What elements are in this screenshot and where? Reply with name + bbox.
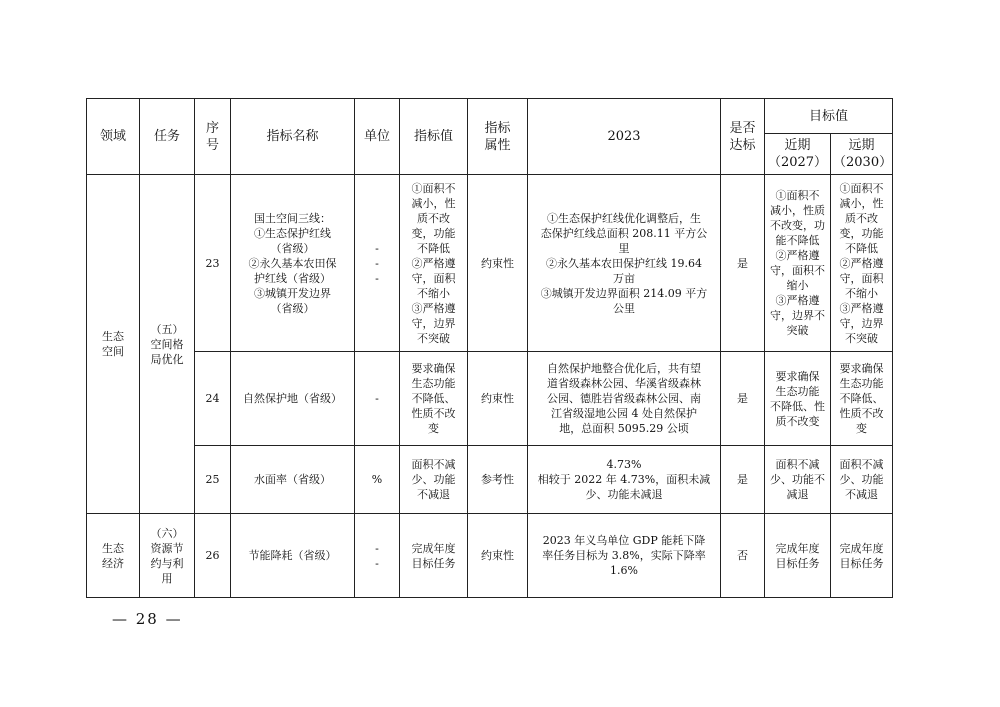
cell-line: 性质不改: [411, 407, 456, 420]
cell-line: %: [371, 473, 383, 486]
header-far: [831, 134, 893, 175]
cell-line: 不缩小: [417, 286, 450, 300]
cell-line: 变，功能: [411, 226, 456, 240]
met-cell: 是: [721, 446, 765, 514]
header-met: [721, 99, 765, 175]
cell-line: 经济: [102, 556, 124, 570]
unit-cell: [355, 352, 400, 446]
cell-line: 4.73%: [606, 458, 642, 471]
cell-line: 完成年度: [411, 541, 456, 555]
cell-line: 水面率（省级）: [254, 473, 331, 486]
met-cell: 是: [721, 175, 765, 352]
cell-line: 不降低: [845, 241, 878, 255]
cell-line: 护红线（省级）: [254, 271, 331, 285]
cell-line: 要求确保: [411, 362, 456, 375]
cell-line: 少、功能未减退: [585, 488, 663, 501]
cell-line: ①生态保护红线优化调整后，生: [547, 211, 701, 225]
cell-line: 不缩小: [845, 286, 878, 300]
cell-line: 质不改: [417, 211, 450, 225]
cell-line: 目标任务: [411, 556, 456, 570]
cell-line: ③城镇开发边界面积 214.09 平方: [540, 286, 708, 300]
cell-line: 空间格: [150, 337, 184, 351]
cell-line: -: [375, 541, 379, 555]
cell-line: 面积不减: [775, 458, 820, 471]
cell-line: （六）: [150, 526, 184, 540]
header-task: 任务: [140, 99, 195, 175]
cell-line: 完成年度: [839, 541, 884, 555]
cell-line: 不减退: [417, 488, 450, 501]
cell-line: ③严格遵: [775, 294, 820, 307]
cell-line: ①面积不: [411, 181, 456, 195]
far-cell: [831, 175, 893, 352]
header-year: 2023: [528, 99, 721, 175]
cell-line: 近期: [784, 138, 811, 153]
cell-line: 突破: [786, 324, 809, 337]
value-cell: [400, 514, 468, 598]
cell-line: 资源节: [150, 541, 184, 555]
seq-cell: 25: [195, 446, 231, 514]
cell-line: 减小，性: [839, 196, 884, 210]
cell-line: 态保护红线总面积 208.11 平方公: [540, 226, 708, 240]
cell-line: 里: [618, 241, 630, 255]
met-cell: 是: [721, 352, 765, 446]
cell-line: ③城镇开发边界: [254, 286, 331, 300]
near-cell: [765, 514, 831, 598]
year-2023-cell: [528, 175, 721, 352]
near-cell: [765, 352, 831, 446]
task-cell: [140, 175, 195, 514]
cell-line: 国土空间三线：: [254, 211, 331, 225]
seq-cell: 23: [195, 175, 231, 352]
header-attr: [468, 99, 528, 175]
cell-line: ①面积不: [839, 181, 884, 195]
indicator-table: [86, 98, 893, 598]
cell-line: 守，面积: [411, 271, 456, 285]
cell-line: -: [375, 392, 379, 405]
seq-cell: 26: [195, 514, 231, 598]
cell-line: （五）: [150, 322, 184, 336]
cell-line: 少、功能不: [770, 473, 825, 486]
cell-line: 不减退: [845, 488, 878, 501]
cell-line: 远期: [848, 138, 875, 153]
header-near: [765, 134, 831, 175]
cell-line: 号: [205, 137, 219, 153]
attr-cell: 约束性: [468, 514, 528, 598]
name-cell: [231, 514, 355, 598]
cell-line: 万亩: [613, 271, 635, 285]
cell-line: （省级）: [270, 301, 315, 315]
cell-line: 守，边界不: [770, 309, 825, 322]
value-cell: [400, 352, 468, 446]
met-cell: 否: [721, 514, 765, 598]
cell-line: 生态功能: [411, 377, 456, 390]
cell-line: 质不改: [845, 211, 878, 225]
unit-cell: [355, 175, 400, 352]
cell-line: 守，边界: [839, 316, 884, 330]
cell-line: 序: [205, 120, 219, 136]
header-domain: 领域: [87, 99, 140, 175]
year-2023-cell: [528, 514, 721, 598]
task-cell: [140, 514, 195, 598]
unit-cell: [355, 446, 400, 514]
cell-line: 道省级森林公园、华溪省级森林: [547, 377, 701, 390]
cell-line: 不降低: [417, 241, 450, 255]
cell-line: 守，面积: [839, 271, 884, 285]
cell-line: -: [375, 241, 379, 255]
cell-line: ③严格遵: [839, 301, 884, 315]
name-cell: [231, 446, 355, 514]
table-row: [87, 446, 893, 514]
table-row: [87, 352, 893, 446]
cell-line: 属性: [484, 137, 511, 153]
attr-cell: 约束性: [468, 175, 528, 352]
cell-line: 生态: [102, 541, 124, 555]
cell-line: 局优化: [150, 352, 184, 366]
cell-line: 要求确保: [775, 369, 820, 383]
cell-line: 面积不减: [411, 458, 456, 471]
cell-line: ②严格遵: [775, 249, 820, 262]
cell-line: ②严格遵: [411, 256, 456, 270]
header-unit: 单位: [355, 99, 400, 175]
value-cell: [400, 175, 468, 352]
cell-line: （省级）: [270, 241, 315, 255]
cell-line: 质不改变: [775, 414, 820, 428]
cell-line: 公园、德胜岩省级森林公园、南: [547, 392, 701, 405]
cell-line: -: [375, 271, 379, 285]
cell-line: 性质不改: [839, 407, 884, 420]
cell-line: 达标: [729, 137, 756, 153]
cell-line: 减小，性: [411, 196, 456, 210]
far-cell: [831, 446, 893, 514]
table-row: [87, 175, 893, 352]
header-value: 指标值: [400, 99, 468, 175]
cell-line: 不突破: [417, 331, 450, 345]
page-number: — 28 —: [112, 610, 183, 628]
cell-line: 1.6%: [610, 564, 638, 577]
cell-line: 不降低、: [839, 392, 884, 405]
cell-line: 是否: [729, 120, 756, 136]
cell-line: 面积不减: [839, 458, 884, 471]
near-cell: [765, 446, 831, 514]
cell-line: 自然保护地（省级）: [243, 392, 342, 405]
cell-line: 2023 年义乌单位 GDP 能耗下降: [542, 534, 706, 547]
cell-line: 变: [428, 422, 439, 435]
cell-line: 自然保护地整合优化后，共有望: [547, 362, 701, 375]
far-cell: [831, 514, 893, 598]
cell-line: （2027）: [767, 155, 828, 170]
year-2023-cell: [528, 446, 721, 514]
cell-line: 不降低、性: [770, 399, 825, 413]
cell-line: 生态功能: [775, 384, 820, 398]
cell-line: 节能降耗（省级）: [248, 549, 337, 562]
name-cell: [231, 352, 355, 446]
cell-line: 守，面积不: [770, 264, 825, 277]
cell-line: 要求确保: [839, 362, 884, 375]
cell-line: 减退: [786, 488, 809, 501]
year-2023-cell: [528, 352, 721, 446]
cell-line: 空间: [102, 345, 124, 358]
cell-line: 变: [856, 422, 867, 435]
cell-line: -: [375, 256, 379, 270]
cell-line: 减小，性质: [770, 204, 825, 217]
unit-cell: [355, 514, 400, 598]
cell-line: 江省级湿地公园 4 处自然保护: [551, 407, 697, 420]
header-target: 目标值: [765, 99, 893, 134]
cell-line: ②永久基本农田保护红线 19.64: [546, 256, 702, 270]
cell-line: 变，功能: [839, 226, 884, 240]
cell-line: 目标任务: [839, 556, 884, 570]
domain-cell: [87, 514, 140, 598]
cell-line: 生态: [102, 330, 124, 343]
cell-line: 缩小: [786, 279, 809, 292]
name-cell: [231, 175, 355, 352]
cell-line: ①面积不: [775, 189, 820, 202]
cell-line: 公里: [613, 301, 635, 315]
seq-cell: 24: [195, 352, 231, 446]
far-cell: [831, 352, 893, 446]
cell-line: 目标任务: [775, 556, 820, 570]
attr-cell: 约束性: [468, 352, 528, 446]
cell-line: 能不降低: [775, 234, 820, 247]
value-cell: [400, 446, 468, 514]
near-cell: [765, 175, 831, 352]
cell-line: 不突破: [845, 331, 878, 345]
cell-line: ②永久基本农田保: [248, 256, 337, 270]
cell-line: 少、功能: [411, 473, 456, 486]
cell-line: 完成年度: [775, 541, 820, 555]
cell-line: 率任务目标为 3.8%，实际下降率: [542, 549, 706, 562]
cell-line: ①生态保护红线: [254, 226, 331, 240]
cell-line: 指标: [484, 120, 511, 136]
cell-line: 少、功能: [839, 473, 884, 486]
cell-line: 不降低、: [411, 392, 456, 405]
table-row: [87, 514, 893, 598]
header-name: 指标名称: [231, 99, 355, 175]
cell-line: 生态功能: [839, 377, 884, 390]
cell-line: 相较于 2022 年 4.73%，面积未减: [537, 473, 711, 486]
domain-cell: [87, 175, 140, 514]
cell-line: 守，边界: [411, 316, 456, 330]
attr-cell: 参考性: [468, 446, 528, 514]
cell-line: 不改变，功: [770, 219, 825, 232]
cell-line: -: [375, 556, 379, 570]
cell-line: 用: [161, 571, 173, 585]
cell-line: ②严格遵: [839, 256, 884, 270]
cell-line: ③严格遵: [411, 301, 456, 315]
cell-line: 约与利: [150, 556, 184, 570]
header-seq: [195, 99, 231, 175]
cell-line: （2030）: [833, 155, 893, 170]
cell-line: 地，总面积 5095.29 公顷: [559, 422, 689, 435]
